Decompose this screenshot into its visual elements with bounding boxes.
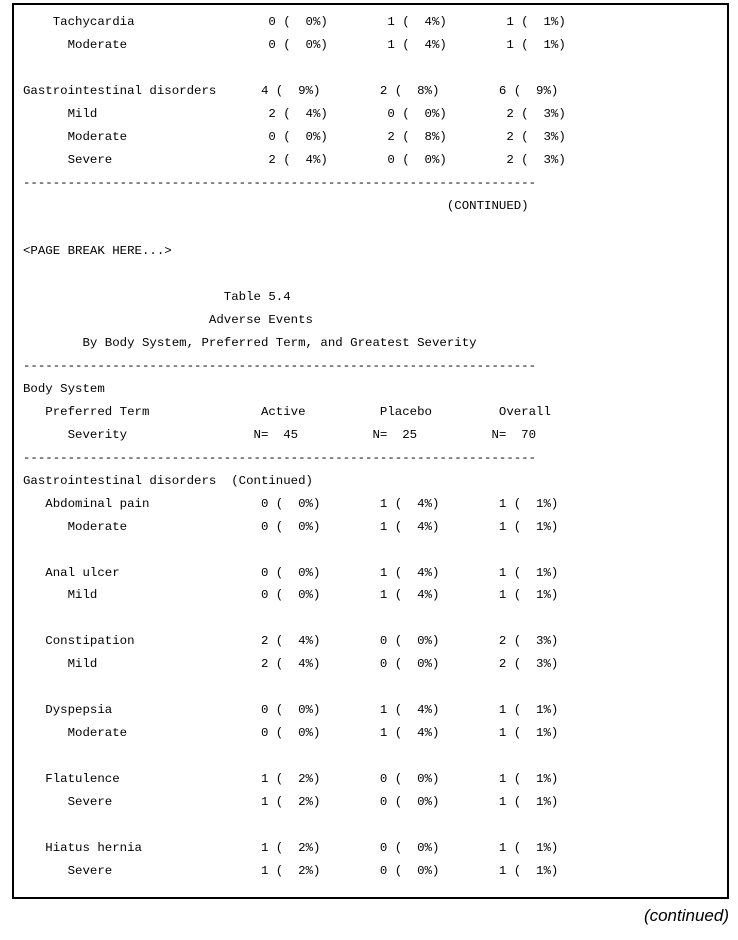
listing-line bbox=[23, 539, 566, 562]
listing-line: Moderate 0 ( 0%) 1 ( 4%) 1 ( 1%) bbox=[23, 519, 559, 534]
listing-line: Table 5.4 bbox=[23, 290, 291, 305]
listing-line: Tachycardia 0 ( 0%) 1 ( 4%) 1 ( 1%) bbox=[23, 15, 566, 29]
listing-line: Severe 1 ( 2%) 0 ( 0%) 1 ( 1%) bbox=[23, 863, 559, 878]
listing-frame bbox=[12, 3, 729, 899]
listing-line: Body System bbox=[23, 382, 105, 396]
listing-line: Dyspepsia 0 ( 0%) 1 ( 4%) 1 ( 1%) bbox=[23, 703, 559, 718]
listing-line: <PAGE BREAK HERE...> bbox=[23, 244, 172, 259]
listing-line: Severe 1 ( 2%) 0 ( 0%) 1 ( 1%) bbox=[23, 794, 559, 809]
listing-line: Gastrointestinal disorders (Continued) bbox=[23, 473, 313, 488]
listing-line: Gastrointestinal disorders 4 ( 9%) 2 ( 8%) 6 ( 9%) bbox=[23, 83, 559, 98]
listing-line bbox=[23, 57, 566, 80]
listing-line: Abdominal pain 0 ( 0%) 1 ( 4%) 1 ( 1%) bbox=[23, 496, 559, 511]
listing-line: --------------------------------------------------------------------- bbox=[23, 450, 537, 465]
listing-line: (CONTINUED) bbox=[23, 198, 529, 213]
listing-line bbox=[23, 263, 566, 286]
listing-line: Anal ulcer 0 ( 0%) 1 ( 4%) 1 ( 1%) bbox=[23, 565, 559, 580]
listing-line: Severity N= 45 N= 25 N= 70 bbox=[23, 427, 537, 442]
listing-line: Severe 2 ( 4%) 0 ( 0%) 2 ( 3%) bbox=[23, 152, 566, 167]
continued-caption: (continued) bbox=[643, 906, 729, 925]
listing-line: Mild 2 ( 4%) 0 ( 0%) 2 ( 3%) bbox=[23, 106, 566, 121]
listing-line: --------------------------------------------------------------------- bbox=[23, 175, 537, 190]
listing-line: Mild 2 ( 4%) 0 ( 0%) 2 ( 3%) bbox=[23, 657, 559, 672]
listing-line: --------------------------------------------------------------------- bbox=[23, 359, 537, 374]
listing-line: Moderate 0 ( 0%) 2 ( 8%) 2 ( 3%) bbox=[23, 129, 566, 144]
listing-line: Preferred Term Active Placebo Overall bbox=[23, 404, 551, 419]
listing-line: Mild 0 ( 0%) 1 ( 4%) 1 ( 1%) bbox=[23, 588, 559, 603]
listing-line bbox=[23, 217, 566, 240]
listing-line: Hiatus hernia 1 ( 2%) 0 ( 0%) 1 ( 1%) bbox=[23, 840, 559, 855]
listing-line: Adverse Events bbox=[23, 313, 313, 328]
listing-line: Moderate 0 ( 0%) 1 ( 4%) 1 ( 1%) bbox=[23, 726, 559, 741]
listing-line bbox=[23, 745, 566, 768]
adverse-events-listing bbox=[23, 11, 566, 883]
listing-line bbox=[23, 814, 566, 837]
listing-line: Flatulence 1 ( 2%) 0 ( 0%) 1 ( 1%) bbox=[23, 771, 559, 786]
listing-line: Moderate 0 ( 0%) 1 ( 4%) 1 ( 1%) bbox=[23, 37, 566, 52]
listing-line bbox=[23, 607, 566, 630]
listing-line: By Body System, Preferred Term, and Greatest Severity bbox=[23, 336, 477, 351]
listing-line: Constipation 2 ( 4%) 0 ( 0%) 2 ( 3%) bbox=[23, 634, 559, 649]
listing-line bbox=[23, 676, 566, 699]
